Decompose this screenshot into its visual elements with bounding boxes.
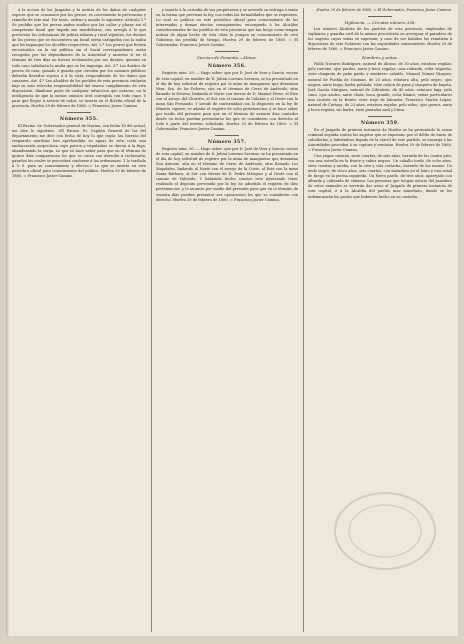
nombres-senas-title: Nombres y señas. (361, 55, 399, 61)
separator (368, 16, 392, 17)
column-1-top-text: á la accion de los Juzgados y la noticia de los daños de cualquier especie que se ocasionen por los perros, es conveniente la prevencion y remedio de este mal. Por tanto, ordeno y mando lo siguiente: Artículo 1.º Se prohibe que los perros anden sueltos por las calles y plazas sin el competente bozal que impida sus mordeduras; con arreglo á lo que previenen las ordenanzas de policía urbana y rural vigentes, los dueños de los perros que se encuentren sin bozal serán castigados con la multa que les impongan los Alcaldes respectivos. Art. 2.º Los perros que fuesen encontrados en la vía pública sin el bozal correspondiente serán recogidos por los dependientes de la Autoridad y muertos si en el término de tres días no fuesen reclamados por sus dueños, quienes en todo caso satisfarán la multa que se les imponga. Art. 3.º Los dueños de perros de caza, ganado ó guarda que circulen por los caminos públicos deberán llevarlos sujetos ó á la vista, respondiendo de los daños que causaren. Art. 4.º Los Alcaldes de los pueblos de esta provincia cuidarán bajo su más estrecha responsabilidad del exacto cumplimiento de esta disposicion, dándome parte de cualquier infraccion que notaren, en la inteligencia de que la menor omision será corregida con todo rigor. Y para que llegue á noticia de todos, se inserta en el Boletín oficial de la provincia. Huelva 29 de febrero de 1860. = Francisco Javier Camino. (12, 8, 146, 108)
page-fold-shadow (6, 4, 9, 636)
text-356: Registro núm. 29. — Hago saber: que por D. José de Vera y García, vecino de esta capital, en nombre de D. Julian Lorenzo Serrano, se ha presentado en el dia de hoy solicitud de registro por la mina de manganeso que denomina Ntra. Sra. de los Dolores, sita en el término de Cerro de Andévalo, sitio llamado la Dehesa, lindando al Norte con tierras de D. Manuel Perez, al Este con el arroyo del Chorrito, al Sur con el camino de Calañas y al Oeste con la mina San Fernando. Y siendo de conformidad con lo dispuesto en la ley de Minería vigente, se admite el registro de ocho pertenencias, y se hace saber por medio del presente para que en el término de sesenta días contados desde su fecha puedan presentarse los que se consideren con derecho al todo ó parte del terreno solicitado. Huelva 29 de febrero de 1860. = El Gobernador, Francisco Javier Camino. (156, 71, 298, 131)
text-357: Registro núm. 30. — Hago saber: que por D. José de Vera y García, vecino de esta capital, en nombre de D. Julian Lorenzo Serrano, se ha presentado en el dia de hoy solicitud de registro por la mina de manganeso que denomina San Antonio, sita en el término de Cerro de Andévalo, sitio llamado Los Majadales, lindando al Norte con el arroyo de la Corte, al Este con la mina Santa Bárbara, al Sur con tierras de D. Pedro Márquez y al Oeste con el camino de Valverde. Y habiendo hecho constar este interesado tener realizado el depósito prevenido por la ley, he admitido el registro de diez pertenencias, y lo anuncio por medio del presente para que en el término de sesenta días puedan presentar sus oposiciones los que se consideren con derecho. Huelva 29 de febrero de 1860. = Francisco Javier Camino. (156, 147, 298, 202)
section-fomento-minas: Seccion de Fomento.—Minas. (197, 55, 257, 61)
column-3-top-signature: Huelva 29 de febrero de 1860. = El Gobernador, Francisco Javier Camino. (316, 8, 452, 12)
senas-animales-text: Una yegua castaña, siete cuartas, de seis años, herrada de los cuatro pies, con una estrella en la frente y cabos negros. Un caballo tordo, de ocho años, siete cuartas y media, con la crin y cola cortadas, herrado de las manos. Un mulo negro, de cinco años, seis cuartas, con matadura en el lomo y una señal de fuego en la pierna izquierda. Un burro pardo, de tres años, aparejado con albarda y cabezada de cáñamo. Las personas que tengan noticia del paradero de estos animales se servirán dar aviso al Juzgado de primera instancia de esta capital, ó á la Alcaldía del pueblo mas inmediato, donde se les indemnizarán los gastos que hubieren hecho en su custodia. (308, 154, 452, 199)
separator (368, 116, 392, 117)
circular-358-text: Los señores Alcaldes de los pueblos de esta provincia, empleados de vigilancia y guardia civil de la misma procederán en averiguar el paradero de los sugetos cuyas señas se expresan, y caso de ser habidos los remitirán á disposicion de este Gobierno con las seguridades convenientes. Huelva 29 de febrero de 1860. = Francisco Javier Camino. (308, 27, 452, 52)
text-359: En el Juzgado de primera instancia de Huelva se ha presentado la causa criminal seguida contra los sugetos que se expresan, por el delito de hurto de caballerías, y habiéndose fugado de la cárcel de este partido, se encarga á las Autoridades procedan á su captura y remision. Huelva 29 de febrero de 1860. = Francisco Javier Camino. (308, 127, 452, 153)
header-359: Número 359. (360, 119, 400, 126)
separator (215, 51, 239, 52)
column-1 (12, 8, 146, 632)
newspaper-page (6, 4, 458, 636)
separator (67, 112, 91, 113)
separator (215, 135, 239, 136)
column-2 (156, 8, 298, 632)
nombres-senas-text: Pablo Navarro Rodríguez, natural de Alosno, de 30 años, estatura regular, pelo castaño, ojos pardos, nariz y boca regular, cara redonda, color trigueño, viste chaqueta de paño pardo y sombrero calañés. Manuel Gómez Vázquez, natural de Puebla de Guzman, de 25 años, estatura alta, pelo negro, ojos negros, nariz larga, barba poblada, viste calzon de pana y chaqueta de bayeta. José García Márquez, natural de Gibraleón, de 40 años, estatura baja, pelo cano, ojos azules, nariz chata, boca grande, color blanco, señas particulares una cicatriz en la frente, viste traje de labrador. Francisco Martín López, natural de Cartaya, de 22 años, estatura regular, pelo rubio, ojos garzos, nariz y boca regular, sin barba, viste pantalon azul y blusa. (308, 62, 452, 112)
header-356: Número 356. (207, 63, 247, 70)
column-rule (151, 8, 152, 632)
column-1-mid-text: El Excmo. Sr. Gobernador general de Marina, con fecha 18 del actual, me dice lo siguiente: «El Excmo. Sr. Capitán General de las del departamento me dice con fecha de hoy lo que copio: las fuerzas del resguardo marítimo han aprehendido en aguas de esta costa una embarcación sospechosa cuyo patron y tripulantes se dieron á la fuga, abandonando la carga. Lo que se hace saber para que en el término de quince días comparezcan los que se crean con derecho á reclamarla, pasados los cuales se procederá conforme á las ordenanzas. Y lo traslado á V. S. para su conocimiento y efectos.» Lo que se inserta en este periódico oficial para conocimiento del público. Huelva 29 de febrero de 1860. = Francisco Javier Camino. (12, 123, 146, 179)
column-rule (303, 8, 304, 632)
header-357: Número 357. (207, 139, 247, 146)
header-355: Número 355. (59, 115, 99, 122)
circular-358-header: Vigilancia. — Circular número 358. (344, 20, 416, 26)
column-2-top-text: y tenerlo á la custodia de sus propietarios y se acuerde su entrega ó venta en la forma que previene la ley, con todas las formalidades que se requieren. Lo cual se publica en este periódico oficial para conocimiento de los interesados y demas efectos consiguientes, encargando á los Alcaldes constitucionales de los pueblos de esta provincia que tan luego como tengan noticia de algun hecho de esta clase lo pongan en conocimiento de este Gobierno sin pérdida de tiempo. Huelva 29 de febrero de 1860. = El Gobernador, Francisco Javier Camino. (156, 8, 298, 48)
faded-stamp-icon (330, 486, 440, 576)
